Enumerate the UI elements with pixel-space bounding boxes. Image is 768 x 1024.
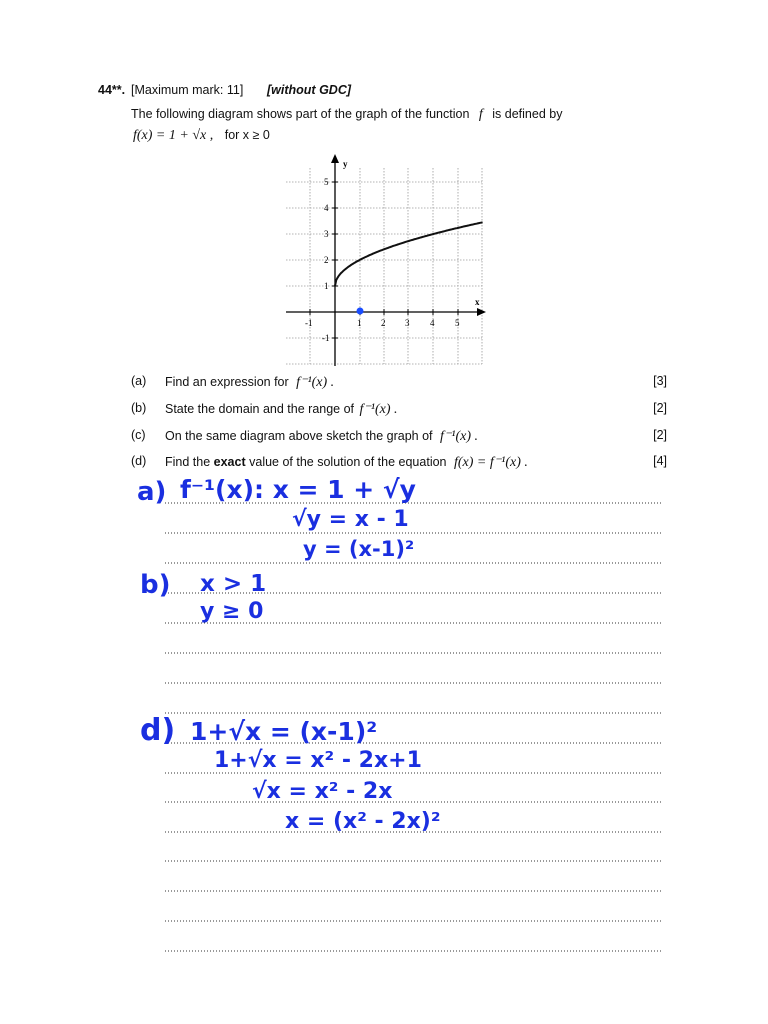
intro-tail: is defined by <box>492 107 563 121</box>
gdc-note: [without GDC] <box>267 83 352 97</box>
part-b-marks: [2] <box>653 401 667 415</box>
answer-a-label: a) <box>137 477 167 507</box>
part-c-marks: [2] <box>653 428 667 442</box>
y-axis-label: y <box>343 159 348 169</box>
part-d-label: (d) <box>131 454 147 468</box>
part-a-label: (a) <box>131 374 147 388</box>
x-axis-arrow <box>477 308 486 316</box>
part-b-math: f⁻¹(x) . <box>359 402 398 417</box>
part-b-label: (b) <box>131 401 147 415</box>
part-c-math: f⁻¹(x) . <box>440 429 479 444</box>
part-c-text <box>165 428 478 445</box>
definition-line <box>133 128 270 144</box>
part-c <box>131 428 667 448</box>
part-d-text <box>165 454 528 471</box>
answer-d-label: d) <box>140 713 176 748</box>
max-mark: [Maximum mark: 11] <box>131 83 244 97</box>
y-tick-label: 1 <box>324 281 329 291</box>
answer-d-line4: x = (x² - 2x)² <box>285 809 441 834</box>
answer-d-line1: 1+√x = (x-1)² <box>190 717 378 746</box>
x-tick-label: 3 <box>405 318 410 328</box>
answer-b-line1: x > 1 <box>200 571 267 597</box>
answer-d-line2: 1+√x = x² - 2x+1 <box>214 748 422 773</box>
answer-b-label: b) <box>140 570 171 600</box>
y-tick-label: 5 <box>324 177 329 187</box>
part-a-marks: [3] <box>653 374 667 388</box>
domain-condition: for x ≥ 0 <box>224 128 270 142</box>
function-definition: f(x) = 1 + √x , <box>133 128 214 143</box>
intro-line <box>131 107 562 123</box>
x-tick-label: -1 <box>305 318 313 328</box>
part-a-prompt: Find an expression for <box>165 375 289 389</box>
part-d-math: f(x) = f⁻¹(x) . <box>453 455 528 470</box>
plotted-point <box>357 308 364 315</box>
answer-a-line2: √y = x - 1 <box>292 507 409 532</box>
part-d <box>131 454 667 474</box>
y-tick-label: 3 <box>324 229 329 239</box>
question-number: 44**. <box>98 83 126 97</box>
y-axis-arrow <box>331 154 339 163</box>
part-d-prompt-before: Find the <box>165 455 211 469</box>
part-c-label: (c) <box>131 428 146 442</box>
y-tick-label: 2 <box>324 255 329 265</box>
part-a <box>131 374 667 394</box>
answer-a-line3: y = (x-1)² <box>303 537 415 561</box>
part-c-prompt: On the same diagram above sketch the graph of <box>165 429 433 443</box>
answer-a-line1: f⁻¹(x): x = 1 + √y <box>180 475 416 504</box>
x-tick-label: 5 <box>455 318 460 328</box>
part-b <box>131 401 667 421</box>
part-d-marks: [4] <box>653 454 667 468</box>
part-a-text <box>165 374 334 391</box>
y-tick-label: -1 <box>322 333 330 343</box>
intro-text: The following diagram shows part of the graph of the function <box>131 107 470 121</box>
y-tick-label: 4 <box>324 203 329 213</box>
part-d-emphasis: exact <box>213 455 246 469</box>
function-curve <box>335 222 483 286</box>
x-tick-label: 2 <box>381 318 386 328</box>
answer-b-line2: y ≥ 0 <box>200 599 264 624</box>
function-graph <box>280 152 490 368</box>
x-tick-label: 4 <box>430 318 435 328</box>
answer-d-line3: √x = x² - 2x <box>252 779 393 804</box>
grid-lines <box>286 168 482 364</box>
part-b-text <box>165 401 398 418</box>
part-d-prompt-after: value of the solution of the equation <box>249 455 447 469</box>
part-b-prompt: State the domain and the range of <box>165 402 355 416</box>
x-axis-label: x <box>475 297 480 307</box>
x-tick-label: 1 <box>357 318 362 328</box>
function-symbol: f <box>478 107 483 122</box>
part-a-math: f⁻¹(x) . <box>296 375 335 390</box>
